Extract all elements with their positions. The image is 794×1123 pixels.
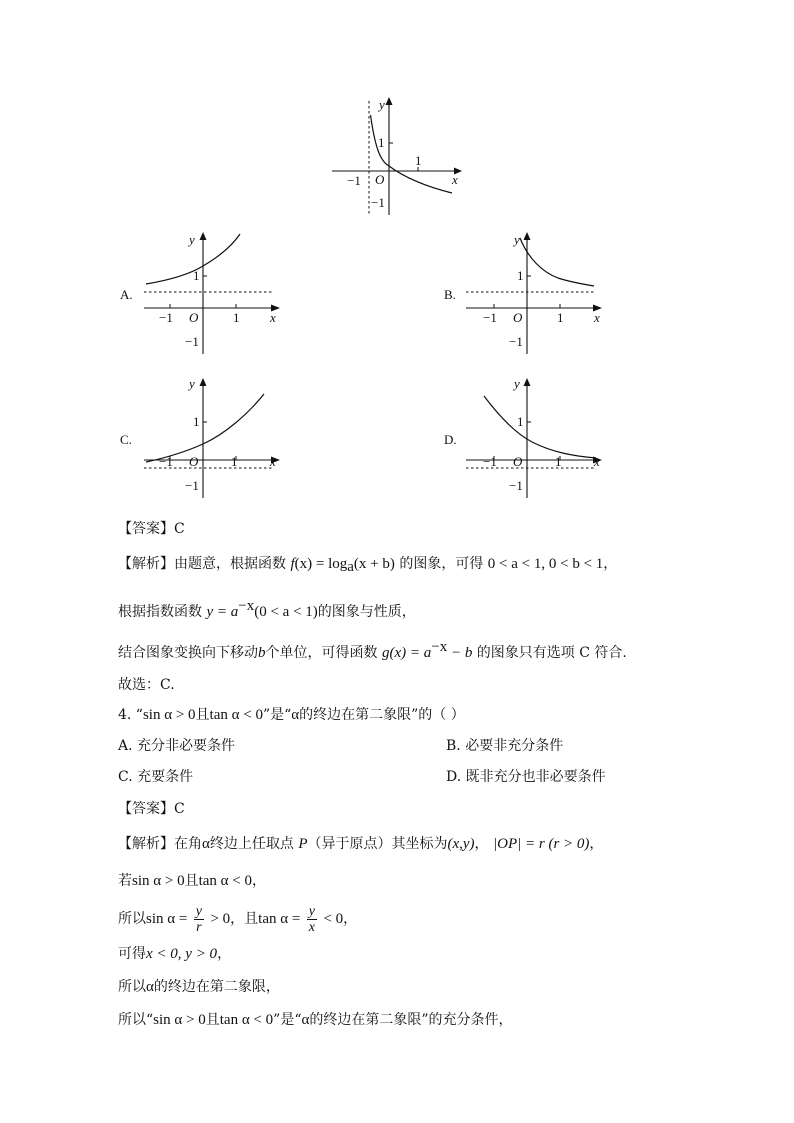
text: 的图象只有选项 C 符合. xyxy=(476,645,627,661)
math: (x,y) xyxy=(447,836,475,852)
answer-value: C xyxy=(174,801,185,817)
math: sin α = xyxy=(146,911,188,927)
denominator: x xyxy=(308,919,315,935)
text: ， xyxy=(251,873,266,889)
option-a-label: A. xyxy=(120,287,133,302)
x-label: x xyxy=(594,310,600,325)
y-label: y xyxy=(514,232,520,247)
answer-tag: 【答案】 xyxy=(118,801,174,817)
text: A. 充分非必要条件 xyxy=(118,738,236,754)
q4-option-c xyxy=(118,767,193,787)
exp-curve xyxy=(146,394,264,462)
option-d-label: D. xyxy=(444,432,457,447)
y-axis-arrow xyxy=(386,97,393,105)
option-c-graph xyxy=(140,372,290,502)
tick-label-x-1: 1 xyxy=(415,153,422,168)
y-axis-arrow xyxy=(524,378,531,386)
math: sin α > 0 xyxy=(153,1012,206,1028)
origin-label: O xyxy=(189,310,199,325)
y-axis-arrow xyxy=(200,378,207,386)
text: ， xyxy=(474,836,489,852)
q4-analysis-line-1 xyxy=(118,834,603,854)
tick-label-y-neg1: −1 xyxy=(509,478,523,493)
math: α xyxy=(301,1012,310,1028)
x-label: x xyxy=(452,172,458,187)
text: 若 xyxy=(118,873,132,889)
y-label: y xyxy=(189,232,195,247)
tick-label-x-neg1: −1 xyxy=(347,173,361,188)
math: α xyxy=(291,707,300,723)
math-sub: a xyxy=(347,559,354,575)
q4-analysis-line-4 xyxy=(118,944,231,964)
math: x < 0, y > 0 xyxy=(146,946,218,962)
fraction-y-over-x xyxy=(307,904,317,935)
q4-analysis-line-3 xyxy=(118,901,357,937)
q4-analysis-line-2 xyxy=(118,871,266,891)
tick-label-x-1: 1 xyxy=(557,310,564,325)
tick-label-y-1: 1 xyxy=(517,414,524,429)
text: 所以 xyxy=(118,911,146,927)
text: ， xyxy=(217,946,232,962)
math-sup: −x xyxy=(431,639,448,655)
q4-analysis-line-6 xyxy=(118,1010,513,1030)
tick-label-y-neg1: −1 xyxy=(371,195,385,210)
numerator: y xyxy=(308,903,315,919)
numerator: y xyxy=(195,903,202,919)
main-figure xyxy=(330,95,470,220)
tick-label-y-1: 1 xyxy=(193,414,200,429)
text: ”是“ xyxy=(262,707,292,723)
analysis-tag: 【解析】 xyxy=(118,556,174,572)
tick-label-x-neg1: −1 xyxy=(483,310,497,325)
q3-analysis-line-2 xyxy=(118,596,416,622)
q3-conclusion xyxy=(118,675,175,695)
tick-label-y-1: 1 xyxy=(193,268,200,283)
tick-label-x-neg1: −1 xyxy=(159,454,173,469)
text: ， xyxy=(603,556,618,572)
origin-label: O xyxy=(513,454,523,469)
math: f xyxy=(290,556,295,572)
text: 4. “ xyxy=(118,707,143,723)
y-axis-arrow xyxy=(524,232,531,240)
origin-label: O xyxy=(189,454,199,469)
exp-curve xyxy=(484,396,596,458)
text: 且 xyxy=(195,707,210,723)
math: (x) = log xyxy=(294,556,348,572)
tick-label-x-1: 1 xyxy=(233,310,240,325)
math: tan α < 0 xyxy=(198,873,252,889)
y-axis-arrow xyxy=(200,232,207,240)
math: g(x) = a xyxy=(381,645,432,661)
text: ”是“ xyxy=(273,1012,302,1028)
fraction-y-over-r xyxy=(194,904,204,935)
exp-curve xyxy=(520,238,594,286)
tick-label-x-neg1: −1 xyxy=(483,454,497,469)
text: 在角 xyxy=(174,836,202,852)
y-label: y xyxy=(189,376,195,391)
option-b-label: B. xyxy=(444,287,456,302)
analysis-tag: 【解析】 xyxy=(118,836,174,852)
math-sup: −x xyxy=(238,598,255,614)
math: (x + b) xyxy=(353,556,395,572)
math: sin α > 0 xyxy=(132,873,185,889)
tick-label-x-1: 1 xyxy=(231,454,238,469)
math: (0 < a < 1) xyxy=(254,604,318,620)
q4-analysis-line-5 xyxy=(118,977,280,997)
tick-label-x-1: 1 xyxy=(555,454,562,469)
math: − b xyxy=(447,645,473,661)
x-label: x xyxy=(270,310,276,325)
q3-analysis-line-1 xyxy=(118,554,617,577)
text: ，且 xyxy=(230,911,259,927)
option-b-graph xyxy=(462,228,612,358)
math: tan α < 0 xyxy=(219,1012,274,1028)
text: B. 必要非充分条件 xyxy=(446,738,564,754)
text: 根据指数函数 xyxy=(118,604,202,620)
text: C. 充要条件 xyxy=(118,769,194,785)
tick-label-y-neg1: −1 xyxy=(185,334,199,349)
text: 个单位，可得函数 xyxy=(265,645,378,661)
math: α xyxy=(146,979,154,995)
text: 的图象，可得 xyxy=(399,556,484,572)
option-a-graph xyxy=(140,228,290,358)
q4-option-d xyxy=(446,767,606,787)
text: D. 既非充分也非必要条件 xyxy=(446,769,606,785)
x-label: x xyxy=(594,454,600,469)
option-c-label: C. xyxy=(120,432,132,447)
math: y = a xyxy=(206,604,239,620)
q4-answer xyxy=(118,799,185,819)
y-label: y xyxy=(514,376,520,391)
text: ， xyxy=(343,911,358,927)
text: 由题意，根据函数 xyxy=(174,556,286,572)
q3-analysis-line-3 xyxy=(118,637,627,663)
tick-label-y-neg1: −1 xyxy=(509,334,523,349)
math: b xyxy=(258,645,266,661)
text: 的图象与性质， xyxy=(317,604,416,620)
text: 所以“ xyxy=(118,1012,154,1028)
text: 且 xyxy=(184,873,199,889)
tick-label-y-1: 1 xyxy=(517,268,524,283)
tick-label-x-neg1: −1 xyxy=(159,310,173,325)
tick-label-y-1: 1 xyxy=(378,135,385,150)
math: tan α < 0 xyxy=(209,707,263,723)
q4-option-a xyxy=(118,736,235,756)
text: 所以 xyxy=(118,979,146,995)
denominator: r xyxy=(196,919,202,935)
q3-answer xyxy=(118,519,185,539)
math: P xyxy=(298,836,308,852)
text: 终边上任取点 xyxy=(209,836,294,852)
answer-value: C xyxy=(174,521,185,537)
math: > 0 xyxy=(210,911,231,927)
text: ， xyxy=(589,836,604,852)
text: 的终边在第二象限”的充分条件， xyxy=(309,1012,513,1028)
origin-label: O xyxy=(513,310,523,325)
math: < 0 xyxy=(323,911,344,927)
math: 0 < a < 1, 0 < b < 1 xyxy=(487,556,604,572)
option-d-graph xyxy=(462,372,612,502)
text: 的终边在第二象限”的（ ） xyxy=(299,707,465,723)
text: 的终边在第二象限， xyxy=(153,979,280,995)
answer-tag: 【答案】 xyxy=(118,521,174,537)
text: 结合图象变换向下移动 xyxy=(118,645,258,661)
text: 且 xyxy=(205,1012,220,1028)
y-label: y xyxy=(379,97,385,112)
q4-stem xyxy=(118,705,465,725)
x-label: x xyxy=(270,454,276,469)
q4-option-b xyxy=(446,736,563,756)
text: （异于原点）其坐标为 xyxy=(307,836,448,852)
origin-label: O xyxy=(375,172,385,187)
text: 可得 xyxy=(118,946,146,962)
text: 故选：C. xyxy=(118,677,175,693)
math: α xyxy=(202,836,210,852)
math: sin α > 0 xyxy=(142,707,196,723)
math: tan α = xyxy=(258,911,301,927)
tick-label-y-neg1: −1 xyxy=(185,478,199,493)
math: |OP| = r (r > 0) xyxy=(493,836,590,852)
